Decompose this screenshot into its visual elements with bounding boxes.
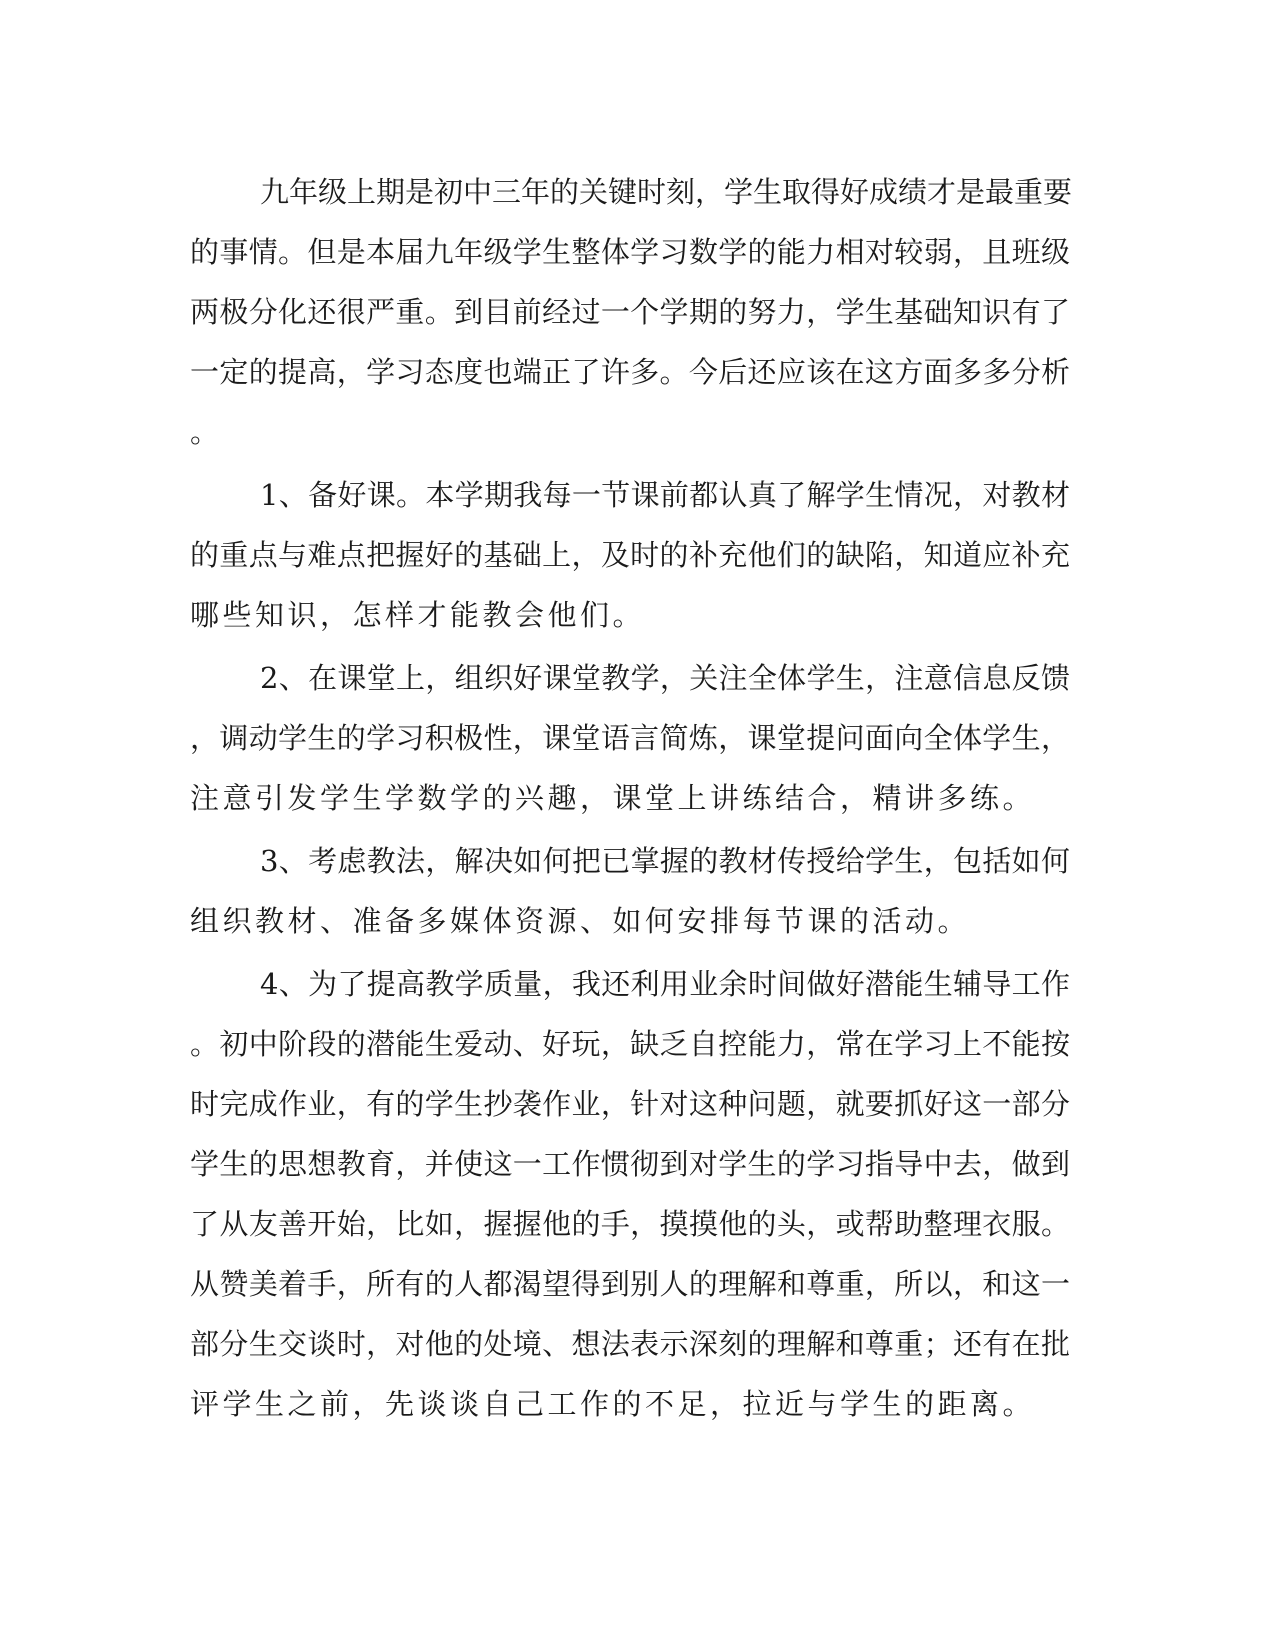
paragraph-line: 哪些知识，怎样才能教会他们。 — [190, 598, 646, 632]
paragraph-line: 两极分化还很严重。到目前经过一个学期的努力，学生基础知识有了 — [190, 295, 1070, 329]
paragraph-line: 时完成作业，有的学生抄袭作业，针对这种问题，就要抓好这一部分 — [190, 1087, 1070, 1121]
paragraph-line: 1、备好课。本学期我每一节课前都认真了解学生情况，对教材 — [260, 478, 1070, 512]
paragraph-line: 的事情。但是本届九年级学生整体学习数学的能力相对较弱，且班级 — [190, 235, 1070, 269]
paragraph-line: 部分生交谈时，对他的处境、想法表示深刻的理解和尊重；还有在批 — [190, 1327, 1070, 1361]
paragraph-line: 了从友善开始，比如，握握他的手，摸摸他的头，或帮助整理衣服。 — [190, 1207, 1070, 1241]
paragraph-line: 学生的思想教育，并使这一工作惯彻到对学生的学习指导中去，做到 — [190, 1147, 1070, 1181]
paragraph-line: 4、为了提高教学质量，我还利用业余时间做好潜能生辅导工作 — [260, 967, 1070, 1001]
paragraph-line: 3、考虑教法，解决如何把已掌握的教材传授给学生，包括如何 — [260, 844, 1070, 878]
paragraph-line: 。 — [190, 415, 223, 449]
paragraph-line: 评学生之前，先谈谈自己工作的不足，拉近与学生的距离。 — [190, 1387, 1036, 1421]
paragraph-line: 九年级上期是初中三年的关键时刻，学生取得好成绩才是最重要 — [260, 175, 1073, 209]
paragraph-line: 组织教材、准备多媒体资源、如何安排每节课的活动。 — [190, 904, 971, 938]
document-body — [190, 162, 1073, 1434]
paragraph-line: 注意引发学生学数学的兴趣，课堂上讲练结合，精讲多练。 — [190, 781, 1036, 815]
paragraph-line: 一定的提高，学习态度也端正了许多。今后还应该在这方面多多分析 — [190, 355, 1070, 389]
paragraph-line: 从赞美着手，所有的人都渴望得到别人的理解和尊重，所以，和这一 — [190, 1267, 1070, 1301]
paragraph-line: 的重点与难点把握好的基础上，及时的补充他们的缺陷，知道应补充 — [190, 538, 1070, 572]
paragraph-line: 。初中阶段的潜能生爱动、好玩，缺乏自控能力，常在学习上不能按 — [190, 1027, 1070, 1061]
paragraph-line: ，调动学生的学习积极性，课堂语言简炼，课堂提问面向全体学生， — [190, 721, 1070, 755]
paragraph-line: 2、在课堂上，组织好课堂教学，关注全体学生，注意信息反馈 — [260, 661, 1070, 695]
